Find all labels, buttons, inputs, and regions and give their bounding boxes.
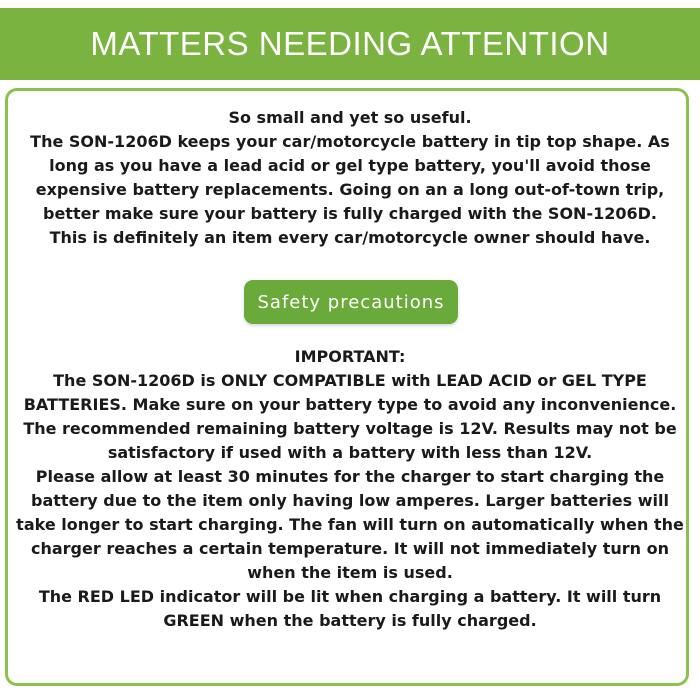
important-line: when the item is used. [247,563,453,582]
important-line: The recommended remaining battery voltage is 12V. Results may not be [23,419,677,438]
page-title: MATTERS NEEDING ATTENTION [90,25,610,62]
intro-line: expensive battery replacements. Going on an a long out-of-town trip, [35,180,665,199]
intro-line: better make sure your battery is fully charged with the SON-1206D. [43,204,657,223]
header-banner [0,8,700,80]
important-heading: IMPORTANT: [294,347,406,366]
important-line: GREEN when the battery is fully charged. [163,611,537,630]
intro-line: The SON-1206D keeps your car/motorcycle battery in tip top shape. As [30,132,670,151]
important-line: satisfactory if used with a battery with less than 12V. [107,443,593,462]
intro-paragraph [10,106,690,250]
intro-line: long as you have a lead acid or gel type battery, you'll avoid those [49,156,651,175]
important-paragraph [10,345,690,633]
important-line: battery due to the item only having low amperes. Larger batteries will [31,491,669,510]
intro-line: This is definitely an item every car/motorcycle owner should have. [49,228,651,247]
important-line: take longer to start charging. The fan will turn on automatically when the [16,515,684,534]
important-line: BATTERIES. Make sure on your battery type to avoid any inconvenience. [23,395,677,414]
important-line: The SON-1206D is ONLY COMPATIBLE with LEAD ACID or GEL TYPE [53,371,647,390]
section-heading-badge [244,280,458,324]
section-heading-label: Safety precautions [257,291,445,313]
intro-line: So small and yet so useful. [228,108,472,127]
important-line: charger reaches a certain temperature. It will not immediately turn on [30,539,669,558]
important-line: Please allow at least 30 minutes for the charger to start charging the [35,467,665,486]
important-line: The RED LED indicator will be lit when charging a battery. It will turn [38,587,662,606]
